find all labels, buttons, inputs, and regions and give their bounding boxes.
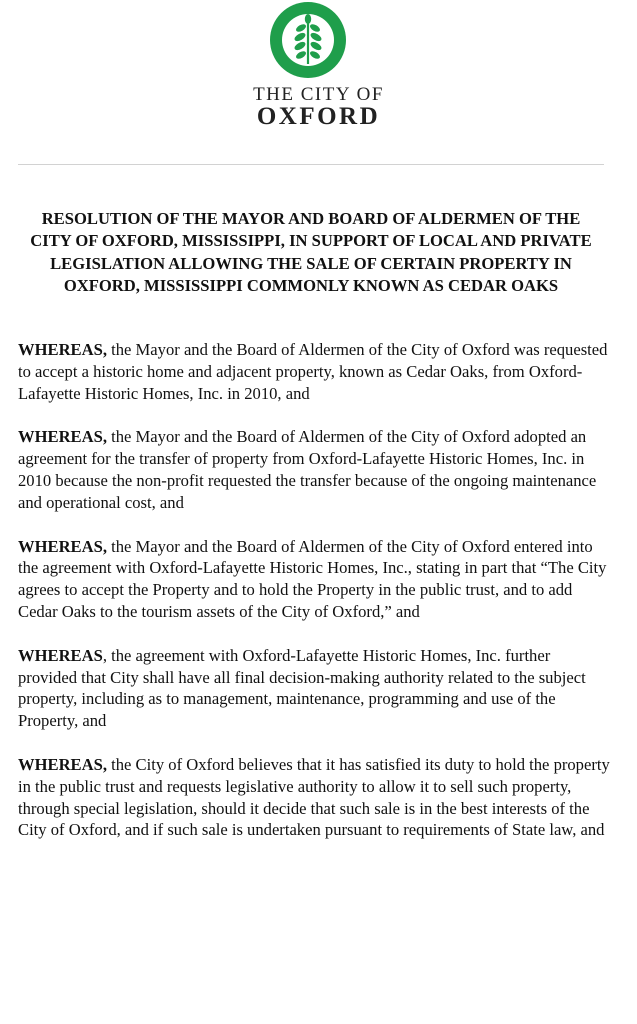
logo-text-the-city-of: THE CITY OF (253, 84, 384, 105)
whereas-paragraph (18, 339, 610, 404)
leaf-icon (270, 2, 346, 78)
whereas-lead: WHEREAS, (18, 754, 107, 774)
whereas-lead: WHEREAS, (18, 536, 107, 556)
whereas-text: the City of Oxford believes that it has satisfied its duty to hold the property in the public trust and requests legislative authority to allow it to sell such property, through special legislation, should it decide that such sale is in the best interests of the City of Oxford, and if such sale is undertaken pursuant to requirements of State law, and (18, 754, 610, 840)
whereas-text: the Mayor and the Board of Aldermen of the City of Oxford entered into the agreement with Oxford-Lafayette Historic Homes, Inc., stating in part that “The City agrees to accept the Property and to hold the Property in the public trust, and to add Cedar Oaks to the tourism assets of the City of Oxford,” and (18, 536, 607, 621)
whereas-text: , the agreement with Oxford-Lafayette Historic Homes, Inc. further provided that City shall have all final decision-making authority related to the subject property, including as to management, maintenance, programming and use of the Property, and (18, 645, 586, 731)
whereas-lead: WHEREAS, (18, 340, 107, 359)
header-divider (18, 164, 604, 165)
whereas-text: the Mayor and the Board of Aldermen of the City of Oxford was requested to accept a historic home and adjacent property, known as Cedar Oaks, from Oxford-Lafayette Historic Homes, Inc. in 2010, and (18, 340, 608, 403)
whereas-paragraph (18, 426, 610, 513)
logo-text-oxford: OXFORD (256, 103, 381, 130)
whereas-paragraph (18, 645, 610, 732)
resolution-body (18, 339, 610, 863)
resolution-title: RESOLUTION OF THE MAYOR AND BOARD OF ALDERMEN OF THE CITY OF OXFORD, MISSISSIPPI, IN SUPPORT OF LOCAL AND PRIVATE LEGISLATION ALLOWING THE SALE OF CERTAIN PROPERTY IN OXFORD, MISSISSIPPI COMMONLY KNOWN AS CEDAR OAKS (30, 209, 592, 296)
whereas-text: the Mayor and the Board of Aldermen of the City of Oxford adopted an agreement for the transfer of property from Oxford-Lafayette Historic Homes, Inc. in 2010 because the non-profit requested the transfer because of the ongoing maintenance and operational cost, and (18, 427, 597, 512)
whereas-lead: WHEREAS, (18, 427, 107, 447)
whereas-paragraph (18, 536, 610, 623)
whereas-lead: WHEREAS (18, 645, 103, 665)
whereas-paragraph (18, 754, 610, 841)
